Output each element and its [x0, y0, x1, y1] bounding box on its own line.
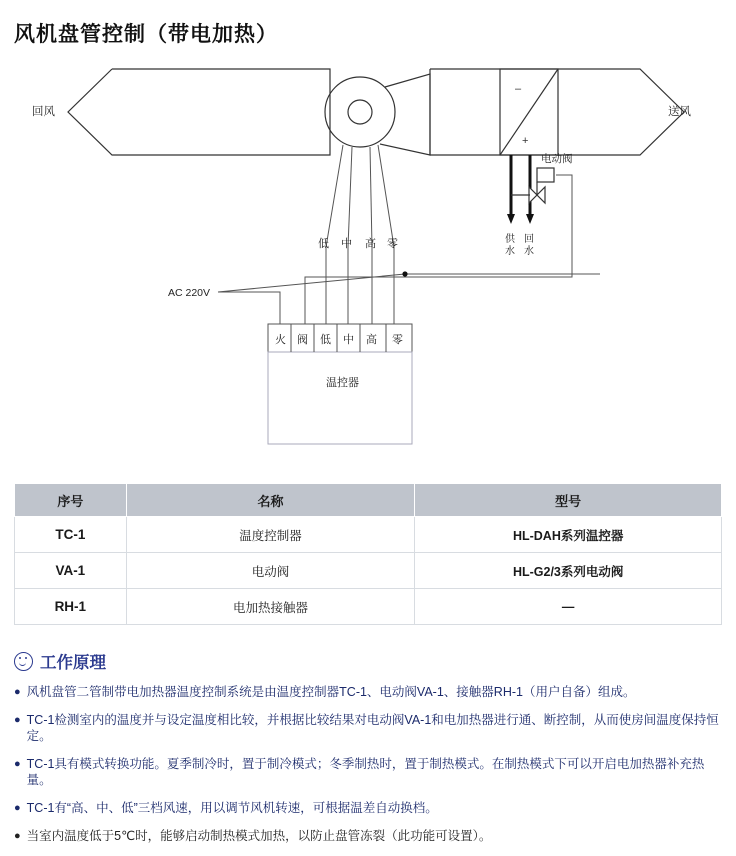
bullet-dot-icon: ● — [14, 830, 21, 842]
label-speed-low: 低 — [318, 238, 329, 250]
return-water-arrow — [526, 214, 534, 224]
label-power: AC 220V — [168, 287, 211, 299]
label-speed-high: 高 — [365, 238, 376, 250]
page-title: 风机盘管控制（带电加热） — [14, 23, 278, 46]
list-item — [14, 800, 724, 816]
list-item-text: TC-1具有模式转换功能。夏季制冷时，置于制冷模式；冬季制热时，置于制热模式。在制热模式下可以开启电加热器补充热量。 — [26, 757, 705, 787]
parts-table — [14, 483, 722, 625]
label-supply-water-2: 水 — [505, 246, 515, 257]
row-code: TC-1 — [15, 517, 127, 553]
row-model: HL-DAH系列温控器 — [415, 517, 722, 553]
row-name: 温度控制器 — [126, 517, 415, 553]
bullet-dot-icon: ● — [14, 802, 21, 814]
bullet-dot-icon: ● — [14, 714, 21, 726]
list-item-text: TC-1检测室内的温度并与设定温度相比较，并根据比较结果对电动阀VA-1和电加热器进行通、断控制，从而使房间温度保持恒定。 — [26, 713, 719, 743]
terminal-label-low: 低 — [320, 334, 331, 346]
row-name: 电动阀 — [126, 553, 415, 589]
fan-coil-diagram — [0, 52, 736, 462]
bullet-dot-icon: ● — [14, 686, 21, 698]
list-item-text: 当室内温度低于5℃时，能够启动制热模式加热，以防止盘管冻裂（此功能可设置）。 — [26, 829, 492, 843]
principle-list — [14, 684, 724, 856]
list-item-text: TC-1有“高、中、低”三档风速，用以调节风机转速，可根据温差自动换档。 — [26, 801, 438, 815]
label-thermostat: 温控器 — [326, 377, 359, 389]
label-speed-zero: 零 — [387, 238, 398, 250]
label-return-water-1: 回 — [524, 234, 534, 245]
table-header-model: 型号 — [415, 484, 722, 517]
label-speed-mid: 中 — [341, 238, 352, 250]
wire-junction-dot — [402, 271, 407, 276]
row-model: HL-G2/3系列电动阀 — [415, 553, 722, 589]
principle-heading — [14, 649, 106, 673]
table-row — [15, 553, 722, 589]
terminal-label-zero: 零 — [392, 334, 403, 346]
diagram-svg — [0, 52, 736, 462]
table-row — [15, 517, 722, 553]
motor-valve-symbol — [511, 168, 554, 203]
bullet-dot-icon: ● — [14, 758, 21, 770]
thermostat-body — [268, 352, 412, 444]
row-code: RH-1 — [15, 589, 127, 625]
smiley-icon — [14, 652, 33, 671]
table-row — [15, 589, 722, 625]
label-return-water-2: 水 — [524, 246, 534, 257]
terminal-label-high: 高 — [366, 334, 377, 346]
label-supply-water-1: 供 — [505, 234, 515, 245]
label-motor-valve: 电动阀 — [541, 153, 573, 165]
label-minus: – — [515, 83, 522, 95]
terminal-strip — [268, 324, 412, 352]
list-item — [14, 684, 724, 700]
terminal-label-valve: 阀 — [297, 334, 308, 346]
row-code: VA-1 — [15, 553, 127, 589]
table-header-name: 名称 — [126, 484, 415, 517]
terminal-label-mid: 中 — [343, 334, 354, 346]
table-header-row — [15, 484, 722, 517]
list-item — [14, 756, 724, 788]
principle-title: 工作原理 — [40, 654, 106, 672]
label-supply-air: 送风 — [668, 106, 691, 118]
supply-water-arrow — [507, 214, 515, 224]
row-name: 电加热接触器 — [126, 589, 415, 625]
row-model: — — [415, 589, 722, 625]
label-plus: + — [522, 135, 529, 147]
table-header-no: 序号 — [15, 484, 127, 517]
list-item-text: 风机盘管二管制带电加热器温度控制系统是由温度控制器TC-1、电动阀VA-1、接触器RH-1（用户自备）组成。 — [26, 685, 636, 699]
list-item — [14, 712, 724, 744]
terminal-label-fire: 火 — [275, 334, 286, 346]
label-return-air: 回风 — [32, 106, 55, 118]
